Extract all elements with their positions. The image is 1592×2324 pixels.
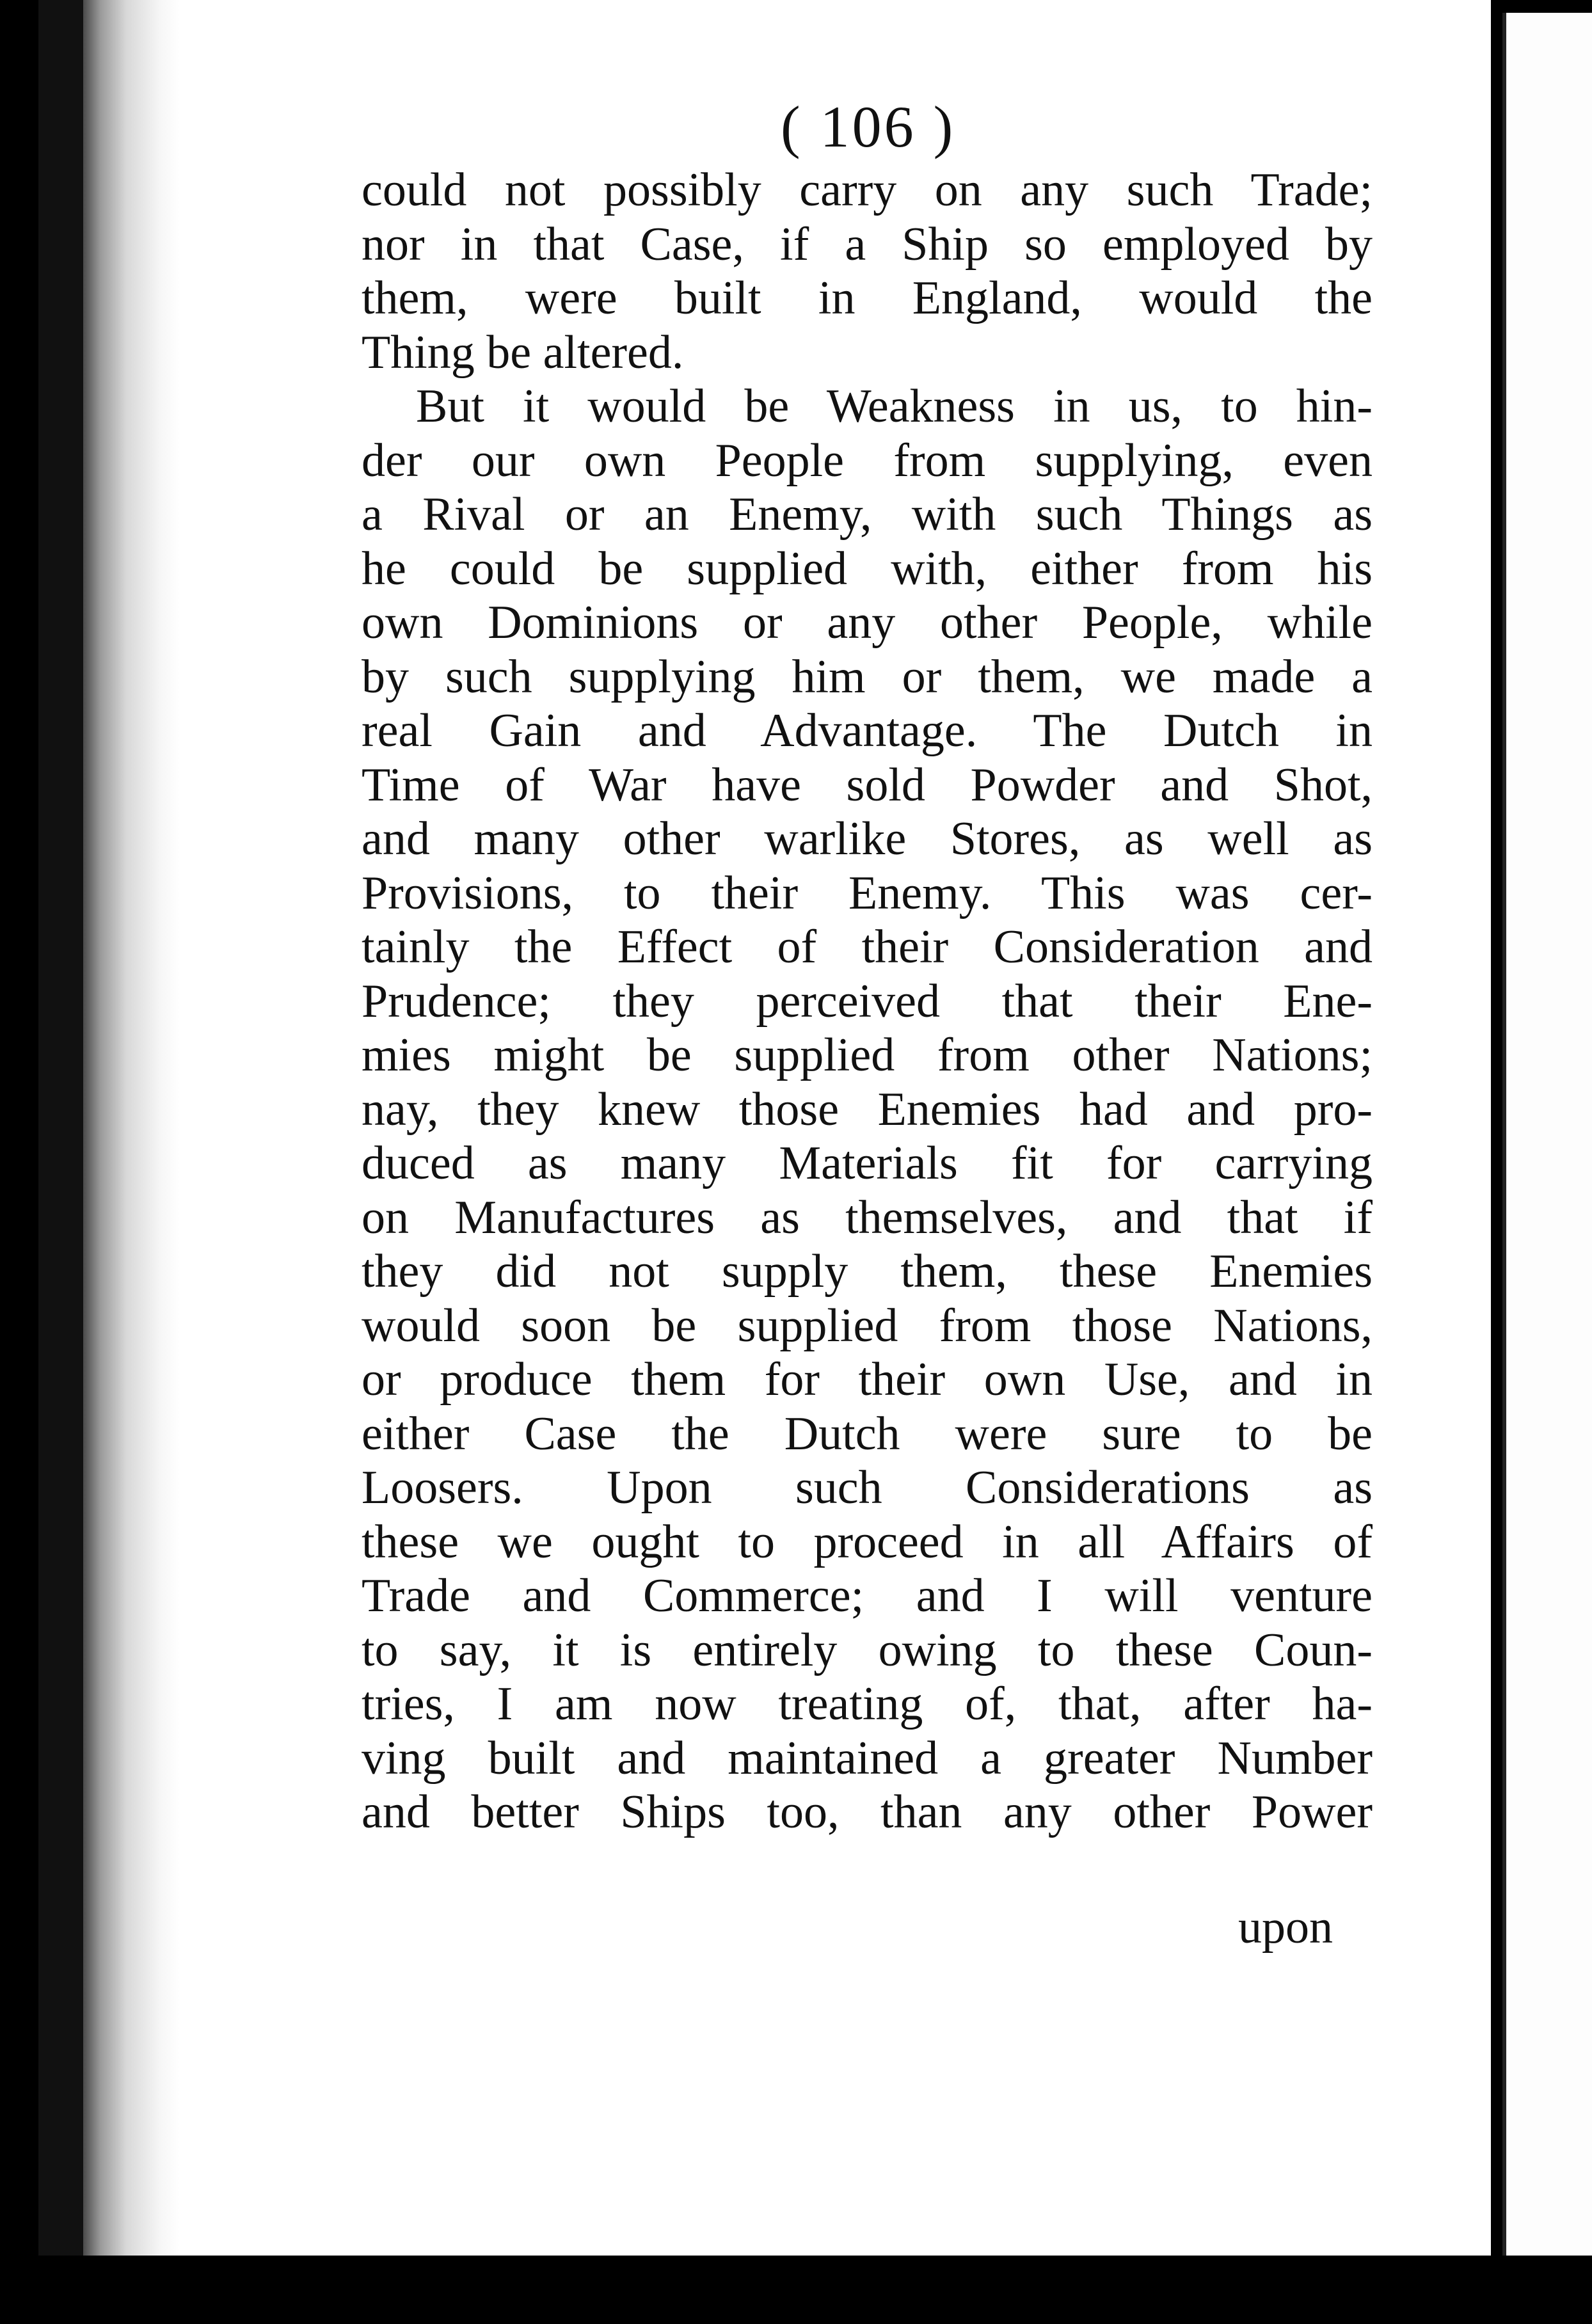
- text-line: ving built and maintained a greater Number: [362, 1731, 1373, 1785]
- text-line: could not possibly carry on any such Trade;: [362, 164, 1373, 216]
- text-line: Provisions, to their Enemy. This was cer-: [362, 866, 1373, 919]
- text-line: Trade and Commerce; and I will venture: [362, 1570, 1373, 1622]
- text-line: tries, I am now treating of, that, after ha-: [362, 1678, 1373, 1730]
- gutter-shadow: [83, 0, 179, 2256]
- text-line: and better Ships too, than any other Power: [362, 1786, 1373, 1838]
- text-line: to say, it is entirely owing to these Coun-: [362, 1623, 1373, 1676]
- text-line: Thing be altered.: [362, 326, 684, 379]
- text-line: by such supplying him or them, we made a: [362, 650, 1373, 703]
- page-edge-divider: [1491, 0, 1502, 2256]
- text-line: and many other warlike Stores, as well as: [362, 813, 1373, 865]
- text-line: tainly the Effect of their Consideration and: [362, 921, 1373, 973]
- text-line: nay, they knew those Enemies had and pro-: [362, 1083, 1373, 1136]
- text-line: der our own People from supplying, even: [362, 434, 1373, 487]
- text-line: he could be supplied with, either from his: [362, 542, 1373, 595]
- text-line: But it would be Weakness in us, to hin-: [416, 380, 1373, 433]
- catchword: upon: [1238, 1901, 1333, 1954]
- text-line: a Rival or an Enemy, with such Things as: [362, 488, 1373, 541]
- text-line: on Manufactures as themselves, and that if: [362, 1191, 1373, 1244]
- text-line: Loosers. Upon such Considerations as: [362, 1461, 1373, 1514]
- text-line: or produce them for their own Use, and in: [362, 1353, 1373, 1406]
- text-line: either Case the Dutch were sure to be: [362, 1407, 1373, 1460]
- facing-page-edge: [1502, 13, 1592, 2256]
- scan-bottom-border: [0, 2256, 1592, 2324]
- text-line: mies might be supplied from other Nations;: [362, 1029, 1373, 1081]
- text-line: they did not supply them, these Enemies: [362, 1245, 1373, 1298]
- body-text: [362, 163, 1373, 1840]
- text-line: own Dominions or any other People, while: [362, 596, 1373, 649]
- text-line: would soon be supplied from those Nations,: [362, 1299, 1373, 1352]
- book-spine-edge: [38, 0, 83, 2256]
- text-line: nor in that Case, if a Ship so employed by: [362, 218, 1373, 271]
- text-line: real Gain and Advantage. The Dutch in: [362, 704, 1373, 757]
- page-number: ( 106 ): [781, 94, 956, 159]
- text-line: them, were built in England, would the: [362, 272, 1373, 324]
- text-line: Prudence; they perceived that their Ene-: [362, 975, 1373, 1028]
- text-line: Time of War have sold Powder and Shot,: [362, 758, 1373, 811]
- text-line: duced as many Materials fit for carrying: [362, 1137, 1373, 1190]
- text-line: these we ought to proceed in all Affairs of: [362, 1515, 1373, 1568]
